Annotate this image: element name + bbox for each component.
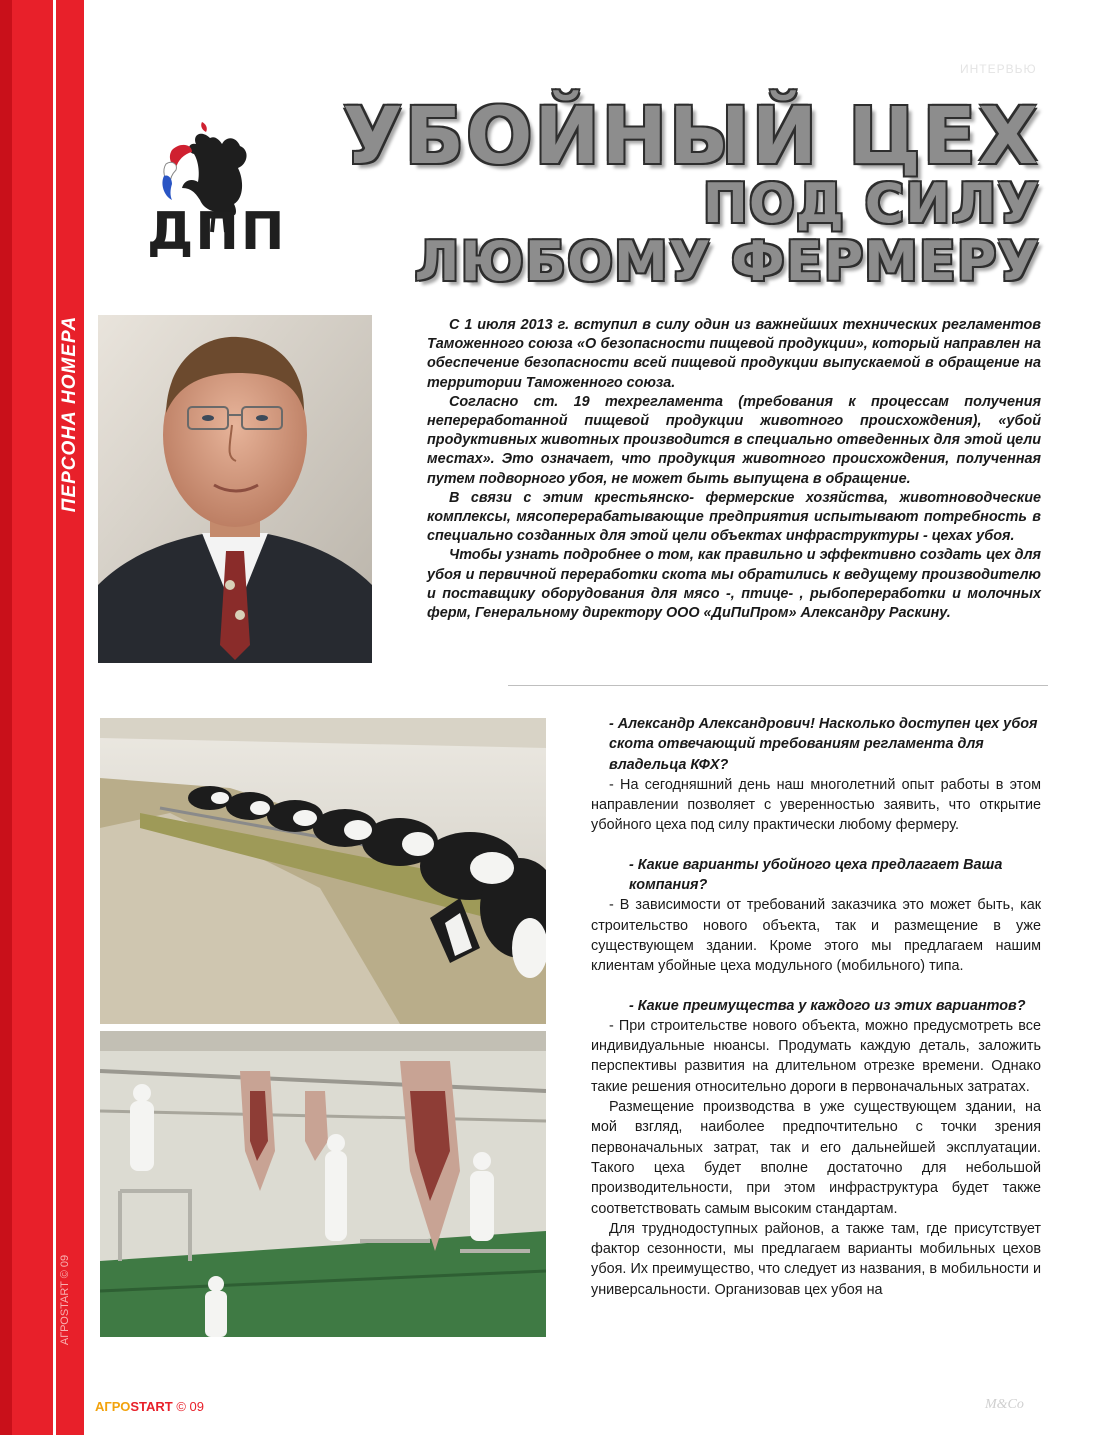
side-bar-stripe	[0, 0, 12, 1435]
headline-line-2: ПОД СИЛУ	[702, 172, 1040, 235]
footer-signature: M&Co	[985, 1397, 1024, 1412]
section-divider	[508, 685, 1048, 686]
interview-answer: - При строительстве нового объекта, можно предусмотреть все индивидуальные нюансы. Продумать каждую деталь, заложить перспективы развития на длительном отрезке времени. Однако такие решения относительно дороги в первоначальных затратах.	[591, 1017, 1041, 1095]
interview-answer: Размещение производства в уже существующем здании, на мой взгляд, наиболее предпочтительно с точки зрения первоначальных затрат, так и его дальнейшей эксплуатации. Такого цеха будет вполне достаточно для небольшой производительности, при этом инфраструктура будет также соответствовать самым высоким стандартам.	[591, 1099, 1041, 1217]
interview-question: - Какие преимущества у каждого из этих вариантов?	[629, 997, 1026, 1014]
interview-question: - Какие варианты убойного цеха предлагает Ваша компания?	[629, 856, 1003, 894]
interview-answer: - На сегодняшний день наш многолетний опыт работы в этом направлении позволяет с уверенностью заявить, что открытие убойного цеха под силу практически любому фермеру.	[591, 776, 1041, 834]
interview-column	[591, 714, 1041, 1300]
logo-text: ДПП	[147, 202, 287, 262]
headline-line-1: УБОЙНЫЙ ЦЕХ	[342, 92, 1040, 182]
portrait-photo	[98, 315, 372, 663]
cows-barn-photo	[100, 718, 546, 1024]
intro-text	[427, 316, 1041, 623]
intro-paragraph: Согласно ст. 19 техрегламента (требования к процессам получения непереработанной пищевой продукции животного происхождения), «убой продуктивных животных производится в специально отведенных для этой цели местах». Это означает, что продукция животного происхождения, полученная путем подворного убоя, не может быть выпущена в обращение.	[427, 393, 1041, 487]
intro-paragraph: В связи с этим крестьянско- фермерские хозяйства, животноводческие комплексы, мясоперерабатывающие предприятия испытывают потребность в специально созданных для этой цели объектах инфраструктуры - цехах убоя.	[427, 489, 1041, 545]
footer-brand-part: АГРО	[95, 1399, 131, 1414]
footer-brand-part: © 09	[172, 1399, 205, 1414]
slaughter-plant-photo	[100, 1031, 546, 1337]
intro-paragraph: С 1 июля 2013 г. вступил в силу один из важнейших технических регламентов Таможенного союза «О безопасности пищевой продукции», который направлен на обеспечение безопасности всей пищевой продукции выпускаемой в обращение на территории Таможенного союза.	[427, 317, 1041, 391]
side-bar	[0, 0, 84, 1435]
section-title: ПЕРСОНА НОМЕРА	[59, 315, 80, 513]
interview-answer: Для труднодоступных районов, а также там, где присутствует фактор сезонности, мы предлагаем варианты мобильных цехов убоя. Их преимущество, что следует из названия, в мобильности и универсальности. Организовав цех убоя на	[591, 1220, 1041, 1298]
interview-answer: - В зависимости от требований заказчика это может быть, как строительство нового объекта, так и размещение в уже существующем здании. Кроме этого мы предлагаем нашим клиентам убойные цеха модульного (мобильного) типа.	[591, 897, 1041, 975]
side-bar-rule	[53, 0, 56, 1435]
top-section-mark: ИНТЕРВЬЮ	[960, 62, 1037, 76]
footer-brand-part: START	[130, 1399, 173, 1414]
interview-question: - Александр Александрович! Насколько доступен цех убоя скота отвечающий требованиям регламента для владельца КФХ?	[609, 716, 1038, 773]
intro-paragraph: Чтобы узнать подробнее о том, как правильно и эффективно создать цех для убоя и первичной переработки скота мы обратились к ведущему производителю и поставщику оборудования для мясо -, птице- , рыбопереработки и молочных ферм, Генеральному директору ООО «ДиПиПром» Александру Раскину.	[427, 547, 1041, 622]
side-footer-mark: АГРОSTART © 09	[59, 1254, 71, 1346]
headline-line-3: ЛЮБОМУ ФЕРМЕРУ	[414, 230, 1040, 293]
footer-brand	[95, 1399, 204, 1414]
